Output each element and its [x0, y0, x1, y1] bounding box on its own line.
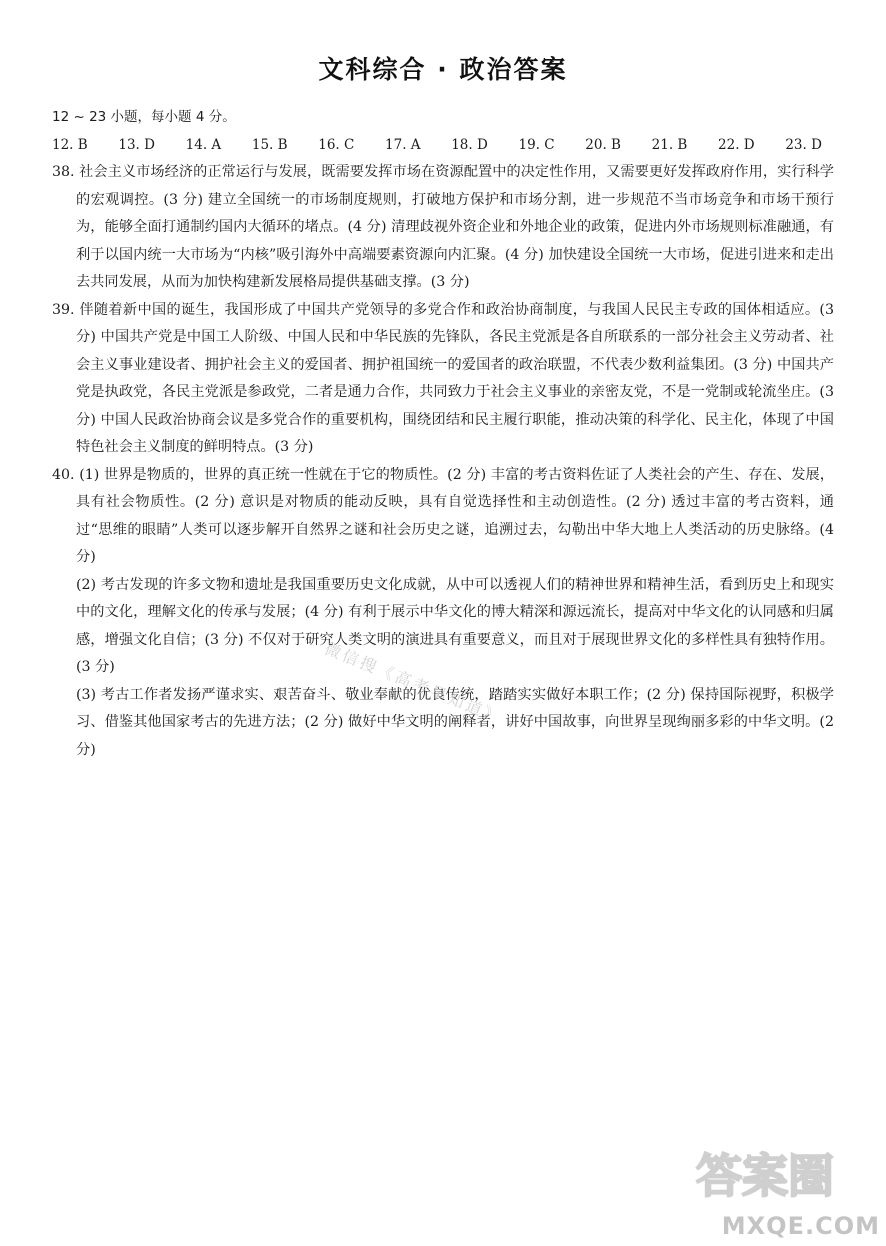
- answer-item: 12. B: [52, 136, 88, 153]
- answer-item: 15. B: [251, 136, 288, 153]
- answer-item: 21. B: [651, 136, 688, 153]
- question-40-part1-answer: 40. (1) 世界是物质的，世界的真正统一性就在于它的物质性。(2 分) 丰富的考古资料佐证了人类社会的产生、存在、发展，具有社会物质性。(2 分) 意识是对物质的能动反映，具有自觉选择性和主动创造性。(2 分) 透过丰富的考古资料，通过“思维的眼睛”人类可以逐步解开自然界之谜和社会历史之谜，追溯过去，勾勒出中华大地上人类活动的历史脉络。(4 分): [52, 466, 834, 565]
- answer-item: 16. C: [318, 136, 355, 153]
- question-38-answer: 38. 社会主义市场经济的正常运行与发展，既需要发挥市场在资源配置中的决定性作用，又需要更好发挥政府作用，实行科学的宏观调控。(3 分) 建立全国统一的市场制度规则，打破地方保护和市场分割，进一步规范不当市场竞争和市场干预行为，能够全面打通制约国内大循环的堵点。(4 分) 清理歧视外资企业和外地企业的政策，促进内外市场规则标准融通，有利于以国内统一大市场为“内核”吸引海外中高端要素资源向内汇聚。(4 分) 加快建设全国统一大市场，促进引进来和走出去共同发展，从而为加快构建新发展格局提供基础支撑。(3 分): [52, 164, 834, 290]
- answer-item: 20. B: [585, 136, 621, 153]
- question-40-part2-answer: (2) 考古发现的许多文物和遗址是我国重要历史文化成就，从中可以透视人们的精神世界和精神生活，看到历史上和现实中的文化，理解文化的传承与发展；(4 分) 有利于展示中华文化的博大精深和源远流长，提高对中华文化的认同感和归属感，增强文化自信；(3 分) 不仅对于研究人类文明的演进具有重要意义，而且对于展现世界文化的多样性具有独特作用。(3 分): [76, 576, 834, 675]
- answer-item: 19. C: [518, 136, 555, 153]
- answer-item: 18. D: [451, 136, 488, 153]
- answer-item: 23. D: [785, 136, 822, 153]
- answer-item: 13. D: [118, 136, 155, 153]
- center-watermark: 微信搜《高考早知道》: [321, 638, 506, 728]
- answer-item: 17. A: [385, 136, 421, 153]
- answer-item: 22. D: [718, 136, 755, 153]
- site-logo-watermark: [690, 1140, 880, 1240]
- logo-chars: 答案圈: [696, 1149, 834, 1203]
- page-title: 文科综合 · 政治答案: [318, 55, 568, 84]
- answer-item: 14. A: [185, 136, 222, 153]
- question-39-answer: 39. 伴随着新中国的诞生，我国形成了中国共产党领导的多党合作和政治协商制度，与我国人民民主专政的国体相适应。(3 分) 中国共产党是中国工人阶级、中国人民和中华民族的先锋队，各民主党派是各自所联系的一部分社会主义劳动者、社会主义事业建设者、拥护社会主义的爱国者、拥护祖国统一的爱国者的政治联盟，不代表少数利益集团。(3 分) 中国共产党是执政党，各民主党派是参政党，二者是通力合作，共同致力于社会主义事业的亲密友党，不是一党制或轮流坐庄。(3 分) 中国人民政治协商会议是多党合作的重要机构，围绕团结和民主履行职能，推动决策的科学化、民主化，体现了中国特色社会主义制度的鲜明特点。(3 分): [52, 301, 834, 455]
- section-header: 12 ~ 23 小题，每小题 4 分。: [52, 109, 236, 125]
- question-40-part3-answer: (3) 考古工作者发扬严谨求实、艰苦奋斗、敬业奉献的优良传统，踏踏实实做好本职工作；(2 分) 保持国际视野，积极学习、借鉴其他国家考古的先进方法；(2 分) 做好中华文明的阐释者，讲好中国故事，向世界呈现绚丽多彩的中华文明。(2 分): [76, 686, 834, 758]
- answer-key-row: [52, 132, 834, 160]
- logo-url: MXQE.COM: [721, 1212, 880, 1240]
- answer-content: [52, 104, 834, 764]
- logo-graphic: [690, 1140, 880, 1210]
